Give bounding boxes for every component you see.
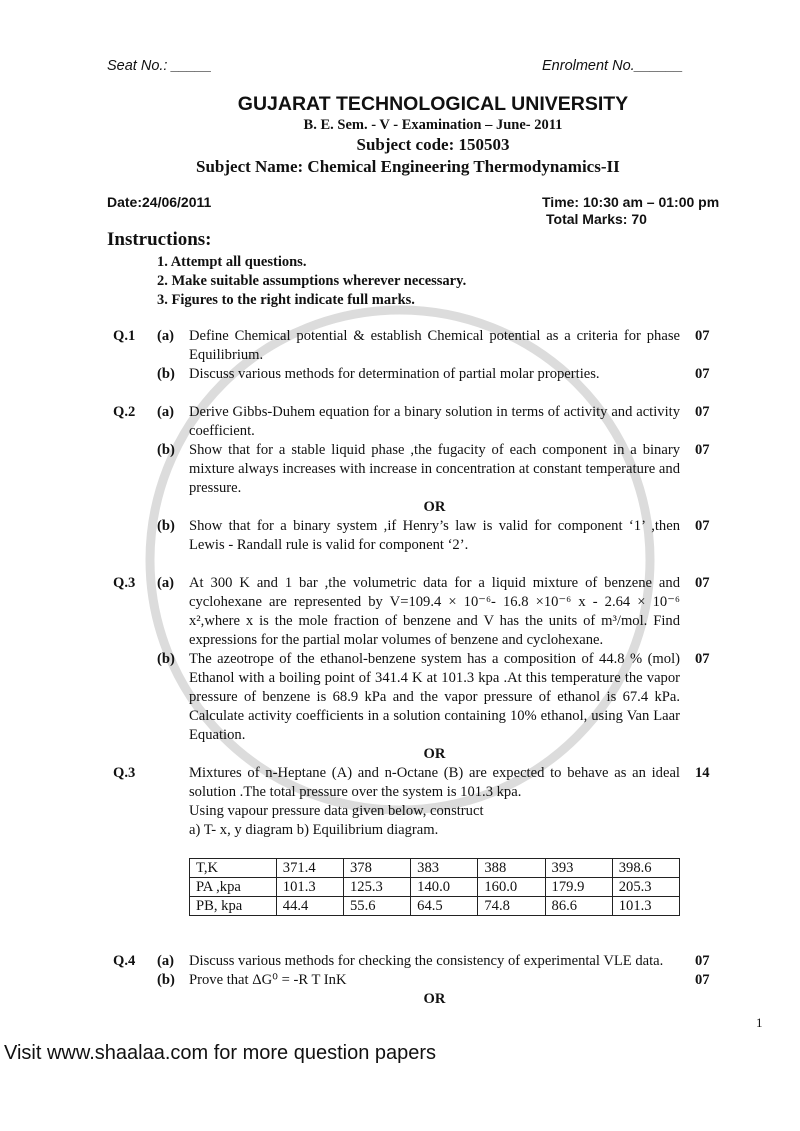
table-row [190, 859, 680, 878]
question-text: Show that for a binary system ,if Henry’s law is valid for component ‘1’ ,then Lewis - Randall rule is valid for component ‘2’. [189, 518, 680, 553]
marks: 07 [695, 442, 710, 458]
question-row [113, 365, 733, 384]
table-cell: 55.6 [343, 897, 410, 916]
marks: 07 [695, 366, 710, 382]
questions [0, 327, 800, 1009]
table-cell: 101.3 [276, 878, 343, 897]
marks: 07 [695, 575, 710, 591]
question-row [113, 574, 733, 650]
question-label: Q.4 [113, 953, 136, 969]
table-cell: 101.3 [612, 897, 679, 916]
table-row [190, 897, 680, 916]
question-row [113, 517, 733, 555]
table-cell: 393 [545, 859, 612, 878]
table-cell: 378 [343, 859, 410, 878]
table-cell: 74.8 [478, 897, 545, 916]
table-cell: 179.9 [545, 878, 612, 897]
enrolment-number-field: Enrolment No.______ [542, 58, 684, 74]
question-row [113, 441, 733, 498]
question-row [113, 650, 733, 745]
table-cell: T,K [190, 859, 277, 878]
part-label: (b) [157, 972, 175, 988]
exam-date: Date:24/06/2011 [107, 194, 212, 210]
question-row [113, 971, 733, 990]
part-label: (b) [157, 366, 175, 382]
instruction-item: 3. Figures to the right indicate full marks. [157, 292, 415, 308]
table-cell: PA ,kpa [190, 878, 277, 897]
exam-title: B. E. Sem. - V - Examination – June- 2011 [303, 117, 563, 133]
subject-name: Subject Name: Chemical Engineering Thermodynamics-II [196, 157, 620, 176]
question-text: Discuss various methods for determination of partial molar properties. [189, 366, 600, 382]
table-cell: 86.6 [545, 897, 612, 916]
part-label: (a) [157, 953, 175, 969]
instructions-list [157, 253, 800, 310]
table-cell: PB, kpa [190, 897, 277, 916]
spacer [107, 211, 546, 228]
table-cell: 44.4 [276, 897, 343, 916]
part-label: (a) [157, 575, 175, 591]
question-label: Q.3 [113, 765, 136, 781]
table-cell: 371.4 [276, 859, 343, 878]
question-text-line: Mixtures of n-Heptane (A) and n-Octane (B) are expected to behave as an ideal solution .The total pressure over the system is 101.3 kpa. [189, 765, 680, 800]
question-text: Derive Gibbs-Duhem equation for a binary solution in terms of activity and activity coefficient. [189, 404, 680, 439]
part-label: (b) [157, 651, 175, 667]
instructions-title: Instructions: [107, 229, 212, 250]
vapour-pressure-table [189, 858, 680, 916]
part-label: (b) [157, 518, 175, 534]
exam-time: Time: 10:30 am – 01:00 pm [542, 194, 720, 210]
question-text: The azeotrope of the ethanol-benzene system has a composition of 44.8 % (mol) Ethanol with a boiling point of 341.4 K at 101.3 kpa .At this temperature the vapor pressure of benzene is 68.9 kPa and the vapor pressure of ethanol is 67.4 kPa. Calculate activity coefficients in a solution containing 10% ethanol, using Van Laar Equation. [189, 651, 680, 743]
question-text [189, 764, 680, 840]
question-label: Q.3 [113, 575, 136, 591]
or-separator: OR [423, 991, 446, 1007]
table-cell: 205.3 [612, 878, 679, 897]
table-cell: 140.0 [411, 878, 478, 897]
or-separator: OR [423, 746, 446, 762]
question-row [113, 952, 733, 971]
marks-row [107, 211, 800, 228]
marks: 07 [695, 404, 710, 420]
question-text: At 300 K and 1 bar ,the volumetric data for a liquid mixture of benzene and cyclohexane are represented by V=109.4 × 10⁻⁶- 16.8 ×10⁻⁶ x - 2.64 × 10⁻⁶ x²,where x is the mole fraction of benzene and V has the units of m³/mol. Find expressions for the partial molar volumes of benzene and cyclohexane. [189, 575, 680, 648]
question-text: Discuss various methods for checking the consistency of experimental VLE data. [189, 953, 664, 969]
marks: 07 [695, 651, 710, 667]
part-label: (a) [157, 328, 175, 344]
marks: 14 [695, 765, 710, 781]
part-label: (a) [157, 404, 175, 420]
question-text: Prove that ΔG⁰ = -R T InK [189, 972, 347, 988]
page-number: 1 [756, 1015, 763, 1030]
footer-link[interactable]: Visit www.shaalaa.com for more question papers [4, 1042, 437, 1064]
question-row [113, 764, 733, 840]
question-label: Q.2 [113, 404, 136, 420]
table-cell: 125.3 [343, 878, 410, 897]
subject-code: Subject code: 150503 [356, 135, 510, 154]
question-text: Define Chemical potential & establish Chemical potential as a criteria for phase Equilibrium. [189, 328, 680, 363]
question-text-line: a) T- x, y diagram b) Equilibrium diagram. [189, 822, 439, 838]
seat-number-field: Seat No.: _____ [107, 58, 212, 74]
question-label: Q.1 [113, 328, 136, 344]
table-cell: 398.6 [612, 859, 679, 878]
part-label: (b) [157, 442, 175, 458]
candidate-fields [107, 57, 707, 75]
marks: 07 [695, 328, 710, 344]
marks: 07 [695, 518, 710, 534]
question-text: Show that for a stable liquid phase ,the fugacity of each component in a binary mixture always increases with increase in concentration at constant temperature and pressure. [189, 442, 680, 496]
marks: 07 [695, 953, 710, 969]
marks: 07 [695, 972, 710, 988]
university-title: GUJARAT TECHNOLOGICAL UNIVERSITY [237, 93, 629, 115]
date-time-row [107, 194, 800, 211]
question-text-line: Using vapour pressure data given below, construct [189, 803, 484, 819]
table-row [190, 878, 680, 897]
instruction-item: 1. Attempt all questions. [157, 254, 307, 270]
or-separator: OR [423, 499, 446, 515]
table-cell: 160.0 [478, 878, 545, 897]
table-cell: 383 [411, 859, 478, 878]
table-cell: 388 [478, 859, 545, 878]
total-marks: Total Marks: 70 [546, 211, 647, 227]
instruction-item: 2. Make suitable assumptions wherever necessary. [157, 273, 467, 289]
page-bottom [0, 1015, 800, 1075]
question-row [113, 327, 733, 365]
question-row [113, 403, 733, 441]
table-cell: 64.5 [411, 897, 478, 916]
